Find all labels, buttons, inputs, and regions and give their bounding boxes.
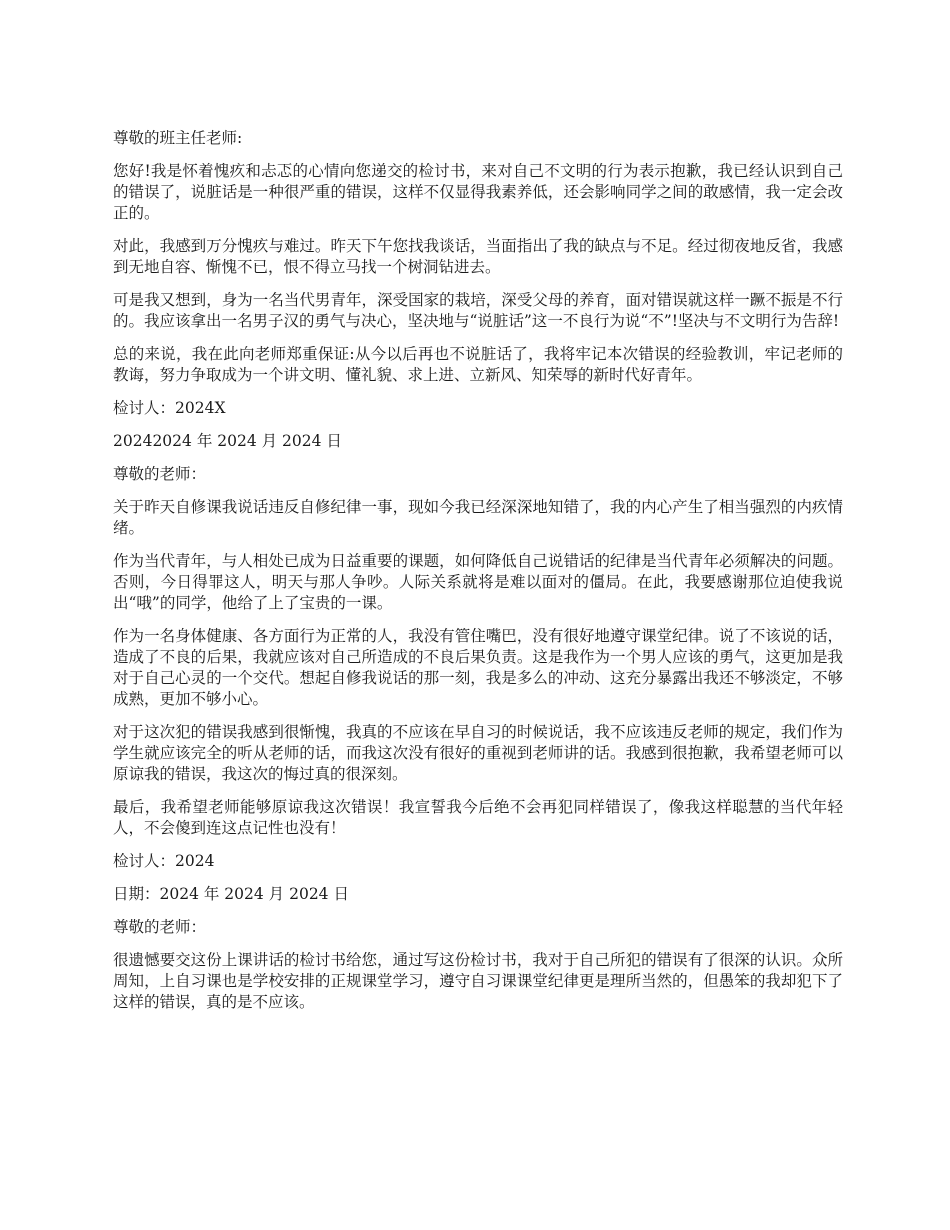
body-paragraph: 关于昨天自修课我说话违反自修纪律一事，现如今我已经深深地知错了，我的内心产生了相当强烈的内疚情绪。 [113, 498, 843, 537]
salutation-head-teacher: 尊敬的班主任老师: [113, 129, 243, 147]
body-paragraph: 您好!我是怀着愧疚和忐忑的心情向您递交的检讨书，来对自己不文明的行为表示抱歉，我已经认识到自己的错误了，说脏话是一种很严重的错误，这样不仅显得我素养低，还会影响同学之间的敢感情，我一定会改正的。 [113, 162, 843, 222]
signature-line: 检讨人：2024X [113, 399, 226, 417]
body-paragraph: 对此，我感到万分愧疚与难过。昨天下午您找我谈话，当面指出了我的缺点与不足。经过彻夜地反省，我感到无地自容、惭愧不已，恨不得立马找一个树洞钻进去。 [113, 237, 843, 276]
salutation-teacher: 尊敬的老师： [113, 465, 207, 483]
document-page [113, 128, 843, 1025]
body-paragraph: 总的来说，我在此向老师郑重保证:从今以后再也不说脏话了，我将牢记本次错误的经验教训，牢记老师的教诲，努力争取成为一个讲文明、懂礼貌、求上进、立新风、知荣辱的新时代好青年。 [113, 345, 843, 384]
salutation-teacher: 尊敬的老师： [113, 918, 207, 936]
body-paragraph: 最后，我希望老师能够原谅我这次错误！我宣誓我今后绝不会再犯同样错误了，像我这样聪慧的当代年轻人，不会傻到连这点记性也没有！ [113, 798, 843, 837]
date-line: 20242024 年 2024 月 2024 日 [113, 432, 342, 450]
body-paragraph: 作为当代青年，与人相处已成为日益重要的课题，如何降低自己说错话的纪律是当代青年必须解决的问题。否则，今日得罪这人，明天与那人争吵。人际关系就将是难以面对的僵局。在此，我要感谢那位迫使我说出“哦”的同学，他给了上了宝贵的一课。 [113, 552, 843, 612]
body-paragraph: 可是我又想到，身为一名当代男青年，深受国家的栽培，深受父母的养育，面对错误就这样一蹶不振是不行的。我应该拿出一名男子汉的勇气与决心，坚决地与“说脏话”这一不良行为说“不”!坚决与不文明行为告辞! [113, 291, 843, 330]
body-paragraph: 对于这次犯的错误我感到很惭愧，我真的不应该在早自习的时候说话，我不应该违反老师的规定，我们作为学生就应该完全的听从老师的话，而我这次没有很好的重视到老师讲的话。我感到很抱歉，我希望老师可以原谅我的错误，我这次的悔过真的很深刻。 [113, 723, 843, 783]
body-paragraph: 很遗憾要交这份上课讲话的检讨书给您，通过写这份检讨书，我对于自己所犯的错误有了很深的认识。众所周知，上自习课也是学校安排的正规课堂学习，遵守自习课课堂纪律更是理所当然的，但愚笨的我却犯下了这样的错误，真的是不应该。 [113, 951, 843, 1011]
body-paragraph: 作为一名身体健康、各方面行为正常的人，我没有管住嘴巴，没有很好地遵守课堂纪律。说了不该说的话，造成了不良的后果，我就应该对自己所造成的不良后果负责。这是我作为一个男人应该的勇气，这更加是我对于自己心灵的一个交代。想起自修我说话的那一刻，我是多么的冲动、这充分暴露出我还不够淡定，不够成熟，更加不够小心。 [113, 627, 843, 708]
date-line: 日期：2024 年 2024 月 2024 日 [113, 885, 349, 903]
signature-line: 检讨人：2024 [113, 852, 215, 870]
